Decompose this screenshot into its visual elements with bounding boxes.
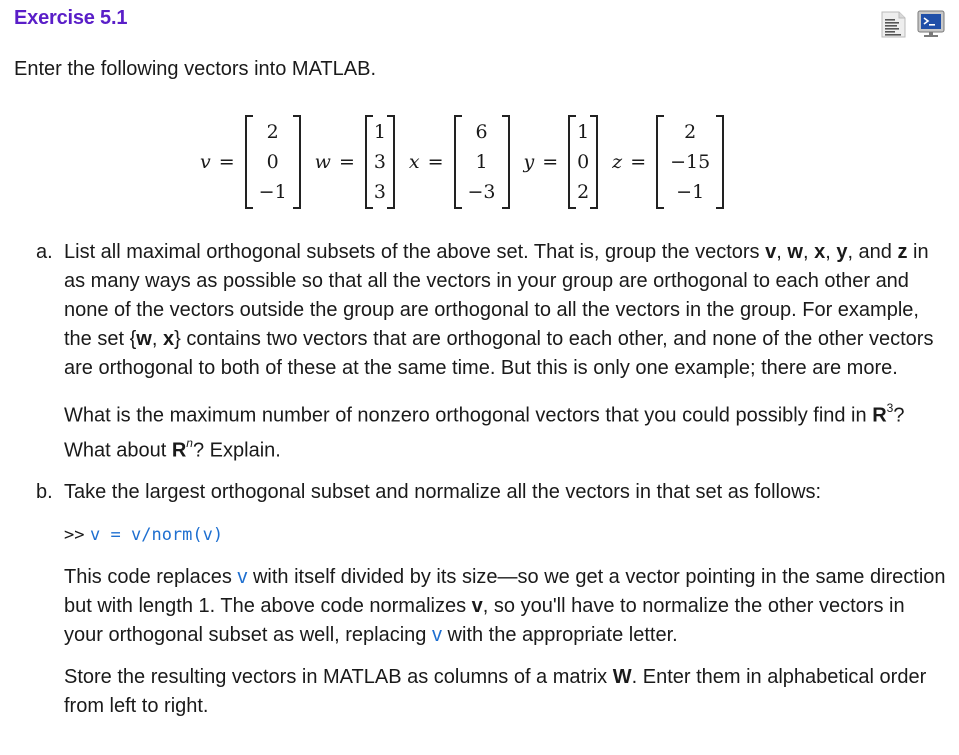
part-b-paragraph-2: This code replaces v with itself divided by its size—so we get a vector pointing in the same direction but with length 1. The above code normalizes v, so you'll have to normalize the other vectors in your orthogonal subset as well, replacing v with the appropriate letter. <box>64 566 946 647</box>
part-label: b. <box>36 481 53 504</box>
column-vector: 2 −15 −1 <box>656 115 724 209</box>
code-snippet: >> v = v/norm(v) <box>64 525 224 546</box>
exercise-parts <box>36 238 948 734</box>
vector-name: v <box>200 151 211 173</box>
toolbar <box>879 9 945 39</box>
column-vector: 1 0 2 <box>568 115 598 209</box>
vector-name: z <box>612 151 623 173</box>
vector-v: v = 2 0 −1 <box>200 115 301 209</box>
document-icon[interactable] <box>879 9 907 39</box>
vector-w: w = 1 3 3 <box>315 115 395 209</box>
column-vector: 2 0 −1 <box>245 115 301 209</box>
intro-text: Enter the following vectors into MATLAB. <box>14 58 377 80</box>
part-a-paragraph-1: List all maximal orthogonal subsets of the above set. That is, group the vectors v, w, x, y, and z in as many ways as possible so that all the vectors in your group are orthogonal to each other and none of the vectors outside the group are orthogonal to all the vectors in the group. For example, the set {w, x} contains two vectors that are orthogonal to each other, and none of the other vectors are orthogonal to both of these at the same time. But this is only one example; there are more. <box>64 241 934 379</box>
vector-x: x = 6 1 −3 <box>409 115 510 209</box>
part-b-paragraph-3: Store the resulting vectors in MATLAB as columns of a matrix W. Enter them in alphabetical order from left to right. <box>64 666 927 718</box>
part-b-paragraph-1: Take the largest orthogonal subset and normalize all the vectors in that set as follows: <box>64 481 822 504</box>
vector-name: w <box>314 151 331 173</box>
exercise-title: Exercise 5.1 <box>14 7 128 29</box>
vector-name: y <box>523 151 535 173</box>
part-a-paragraph-2: What is the maximum number of nonzero orthogonal vectors that you could possibly find in $R^3$? What about $R^n$? Explain. <box>64 401 905 462</box>
column-vector: 6 1 −3 <box>454 115 510 209</box>
part-a <box>36 238 948 478</box>
terminal-icon[interactable] <box>917 9 945 39</box>
column-vector: 1 3 3 <box>365 115 395 209</box>
part-b <box>36 478 948 734</box>
vector-y: y = 1 0 2 <box>524 115 599 209</box>
part-label: a. <box>36 241 53 263</box>
vector-definitions <box>200 112 738 212</box>
vector-z: z = 2 −15 −1 <box>612 115 724 209</box>
vector-name: x <box>408 151 420 173</box>
